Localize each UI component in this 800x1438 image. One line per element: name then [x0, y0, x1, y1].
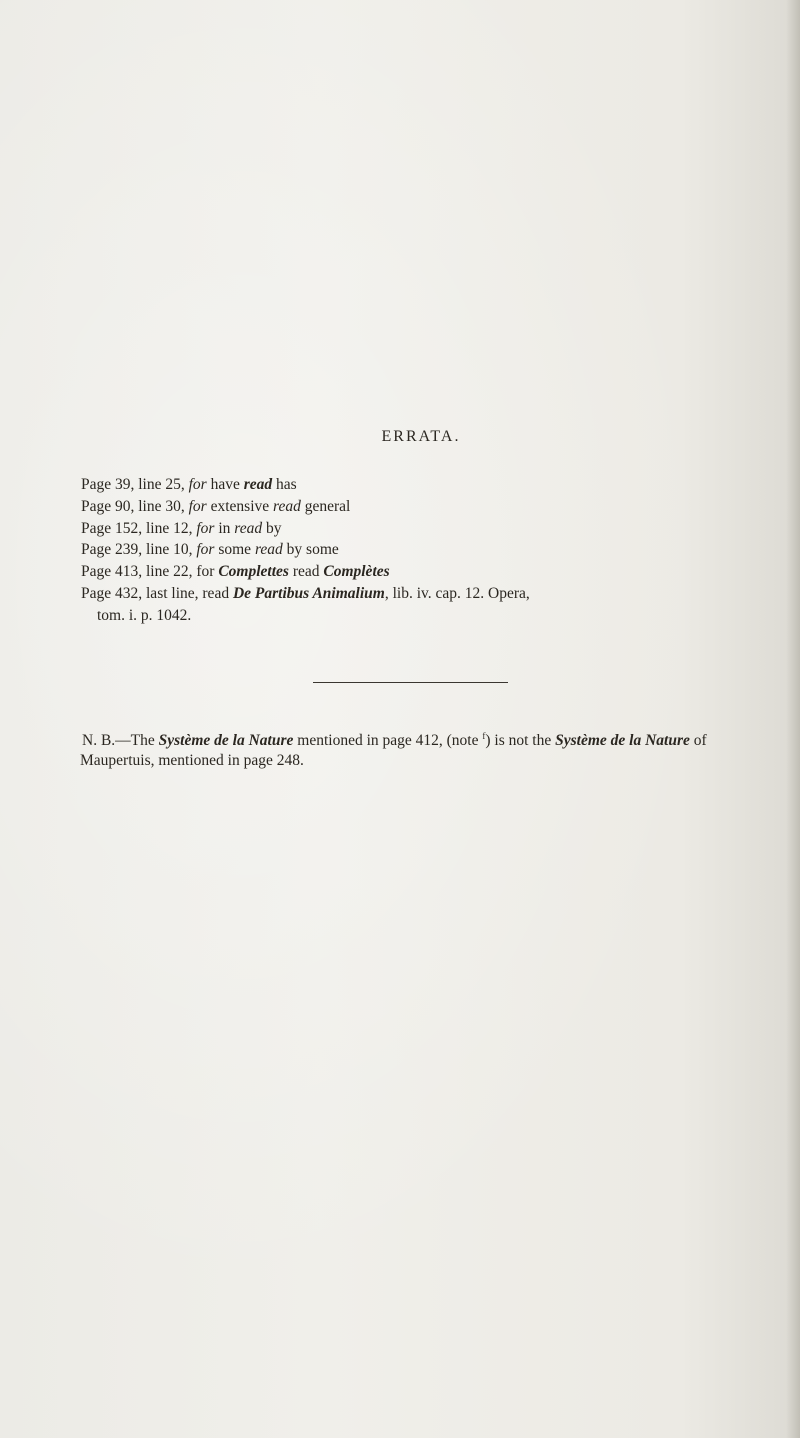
note-text: of Maupertuis, mentioned in page 248.: [80, 732, 707, 769]
work-title: Système de la Nature: [555, 732, 690, 749]
correct-text: Complètes: [323, 563, 390, 581]
correct-text: by some: [286, 541, 339, 559]
work-title: Système de la Nature: [158, 732, 294, 749]
note-text: ) is not the: [485, 732, 552, 749]
wrong-text: Complettes: [218, 563, 289, 581]
wrong-text: some: [218, 541, 252, 559]
read-word: read: [273, 497, 301, 515]
correct-text: general: [304, 497, 351, 515]
for-word: for: [188, 497, 207, 515]
errata-entry: [81, 474, 721, 496]
wrong-text: in: [218, 519, 231, 537]
page-edge-shadow: [786, 0, 800, 1438]
work-title: De Partibus Animalium: [232, 584, 385, 602]
for-word: for: [188, 476, 207, 493]
entry-location: Page 39, line 25,: [81, 476, 185, 493]
errata-entry: [81, 518, 721, 540]
errata-entry: [81, 539, 721, 561]
entry-location: Page 90, line 30,: [81, 497, 185, 515]
note-text: mentioned in page 412, (note: [297, 732, 479, 749]
read-word: read: [234, 519, 263, 537]
read-word: read: [292, 563, 320, 581]
correct-text: by: [266, 519, 282, 537]
entry-location: Page 432, last line, read: [81, 584, 230, 602]
section-divider: [313, 682, 508, 683]
nota-bene-note: [80, 731, 730, 771]
for-word: for: [196, 541, 215, 559]
errata-entry: [81, 583, 721, 605]
read-word: read: [254, 541, 283, 559]
errata-section: [81, 428, 721, 627]
entry-location: Page 413, line 22, for: [81, 563, 215, 581]
errata-heading: ERRATA.: [381, 428, 461, 445]
errata-entry-continuation: tom. i. p. 1042.: [97, 606, 192, 624]
wrong-text: extensive: [210, 497, 270, 515]
citation-text: , lib. iv. cap. 12. Opera,: [384, 584, 530, 602]
correct-text: has: [276, 476, 297, 493]
for-word: for: [196, 519, 215, 537]
entry-location: Page 152, line 12,: [81, 519, 193, 537]
wrong-text: have: [210, 476, 240, 493]
note-lead: N. B.—The: [82, 732, 155, 749]
read-word: read: [243, 476, 273, 493]
errata-entry: [81, 496, 721, 518]
note-superscript: f: [482, 730, 486, 741]
entry-location: Page 239, line 10,: [81, 541, 193, 559]
errata-entry: [81, 561, 721, 583]
